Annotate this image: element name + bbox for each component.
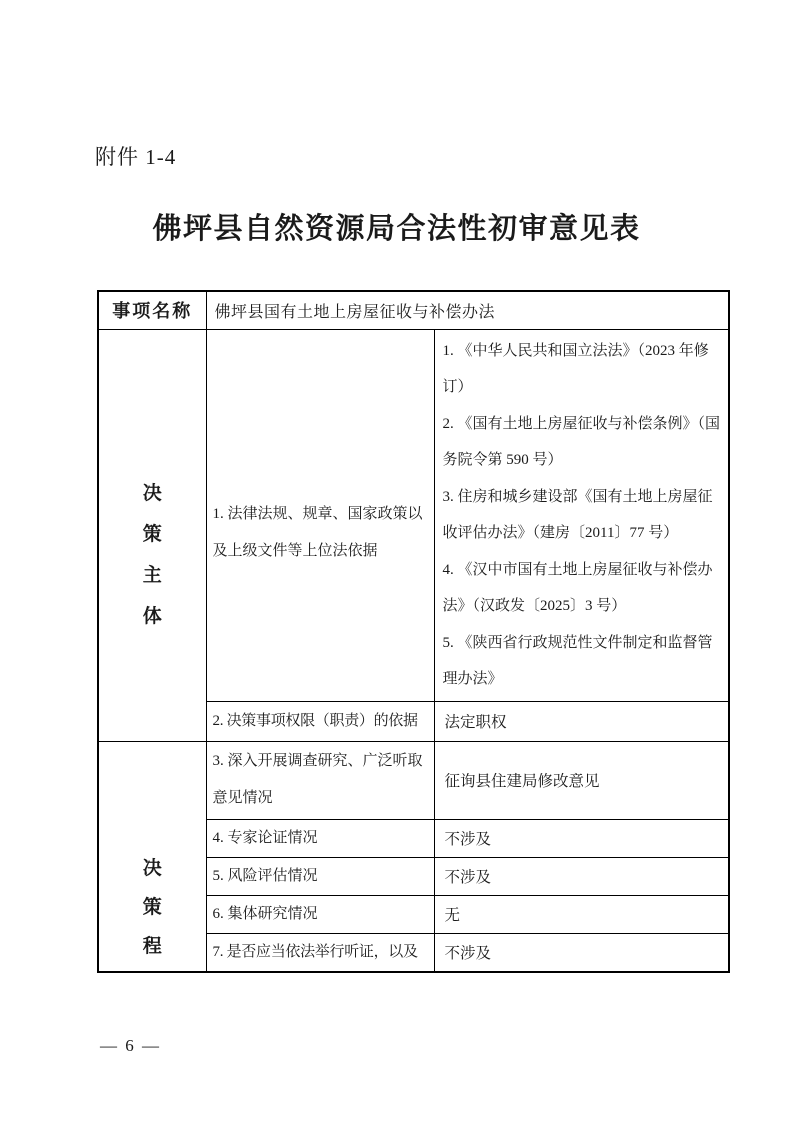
answer-cell-laws-list [434, 329, 729, 701]
table-row [98, 329, 729, 701]
review-table [97, 290, 730, 973]
section-label-decision-procedure: 决策程 [142, 857, 162, 957]
answer-cell-collective-study: 无 [434, 895, 729, 933]
question-cell-risk-assessment: 5. 风险评估情况 [206, 857, 434, 895]
section-label-decision-subject: 决策主体 [142, 483, 162, 627]
answer-cell-expert-review: 不涉及 [434, 819, 729, 857]
document-title: 佛坪县自然资源局合法性初审意见表 [152, 213, 641, 245]
answer-cell-hearing: 不涉及 [434, 933, 729, 972]
section-cell-decision-subject [98, 329, 206, 741]
question-cell-hearing: 7. 是否应当依法举行听证，以及 [206, 933, 434, 972]
attachment-label: 附件 1-4 [95, 145, 177, 169]
section-cell-decision-procedure [98, 741, 206, 972]
question-cell-authority-basis: 2. 决策事项权限（职责）的依据 [206, 701, 434, 741]
question-cell-legal-basis: 1. 法律法规、规章、国家政策以及上级文件等上位法依据 [206, 329, 434, 701]
item-name-header-cell: 事项名称 [98, 291, 206, 329]
table-row [98, 741, 729, 819]
law-item: 5. 《陕西省行政规范性文件制定和监督管理办法》 [442, 634, 713, 687]
question-cell-collective-study: 6. 集体研究情况 [206, 895, 434, 933]
law-item: 2. 《国有土地上房屋征收与补偿条例》（国务院令第 590 号） [442, 415, 721, 468]
answer-cell-risk-assessment: 不涉及 [434, 857, 729, 895]
table-row [98, 291, 729, 329]
law-item: 4. 《汉中市国有土地上房屋征收与补偿办法》（汉政发〔2025〕3 号） [442, 561, 713, 614]
law-item: 1. 《中华人民共和国立法法》（2023 年修订） [442, 342, 709, 395]
law-item: 3. 住房和城乡建设部《国有土地上房屋征收评估办法》（建房〔2011〕77 号） [442, 488, 713, 541]
answer-cell-investigation: 征询县住建局修改意见 [434, 741, 729, 819]
item-name-value-cell: 佛坪县国有土地上房屋征收与补偿办法 [206, 291, 729, 329]
question-cell-expert-review: 4. 专家论证情况 [206, 819, 434, 857]
page-number: — 6 — [100, 1036, 161, 1055]
answer-cell-authority-basis: 法定职权 [434, 701, 729, 741]
question-cell-investigation: 3. 深入开展调查研究、广泛听取意见情况 [206, 741, 434, 819]
